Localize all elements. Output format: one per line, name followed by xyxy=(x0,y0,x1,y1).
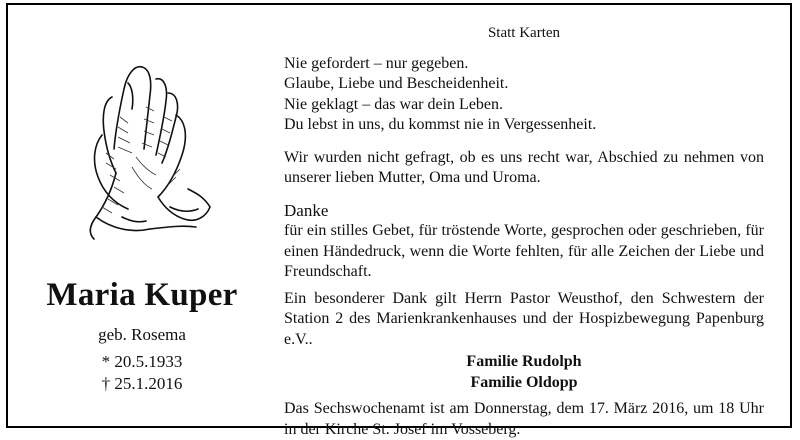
poem xyxy=(284,54,764,136)
thanks-paragraph: für ein stilles Gebet, für tröstende Worte, gesprochen oder geschrieben, für einen Händedruck, wenn die Worte fehlten, für alle Zeichen der Liebe und Freundschaft. xyxy=(284,222,764,280)
death-date: † 25.1.2016 xyxy=(101,374,183,393)
poem-line: Nie gefordert – nur gegeben. xyxy=(284,54,469,72)
heading: Statt Karten xyxy=(487,25,561,41)
obituary-notice xyxy=(6,3,792,438)
birth-name: geb. Rosema xyxy=(98,325,186,344)
poem-line: Nie geklagt – das war dein Leben. xyxy=(284,95,504,113)
thanks-title: Danke xyxy=(284,200,329,220)
special-thanks-paragraph: Ein besonderer Dank gilt Herrn Pastor Weusthof, den Schwestern der Station 2 des Marienkrankenhauses und der Hospizbewegung Papenburg e.V.. xyxy=(284,289,764,348)
praying-hands-icon xyxy=(72,57,222,242)
service-paragraph: Das Sechswochenamt ist am Donnerstag, dem 17. März 2016, um 18 Uhr in der Kirche St. Josef im Vosseberg. xyxy=(284,400,764,438)
family-name: Familie Oldopp xyxy=(470,374,578,391)
intro-paragraph: Wir wurden nicht gefragt, ob es uns recht war, Abschied zu nehmen von unserer lieben Mutter, Oma und Uroma. xyxy=(284,148,764,186)
family-signatures xyxy=(284,351,764,393)
left-column xyxy=(8,5,276,426)
poem-line: Glaube, Liebe und Bescheidenheit. xyxy=(284,75,509,92)
birth-date: * 20.5.1933 xyxy=(101,352,183,371)
right-column xyxy=(284,23,764,440)
life-dates xyxy=(8,351,276,395)
family-name: Familie Rudolph xyxy=(466,353,582,370)
poem-line: Du lebst in uns, du kommst nie in Vergessenheit. xyxy=(284,116,597,133)
deceased-name: Maria Kuper xyxy=(46,277,238,313)
